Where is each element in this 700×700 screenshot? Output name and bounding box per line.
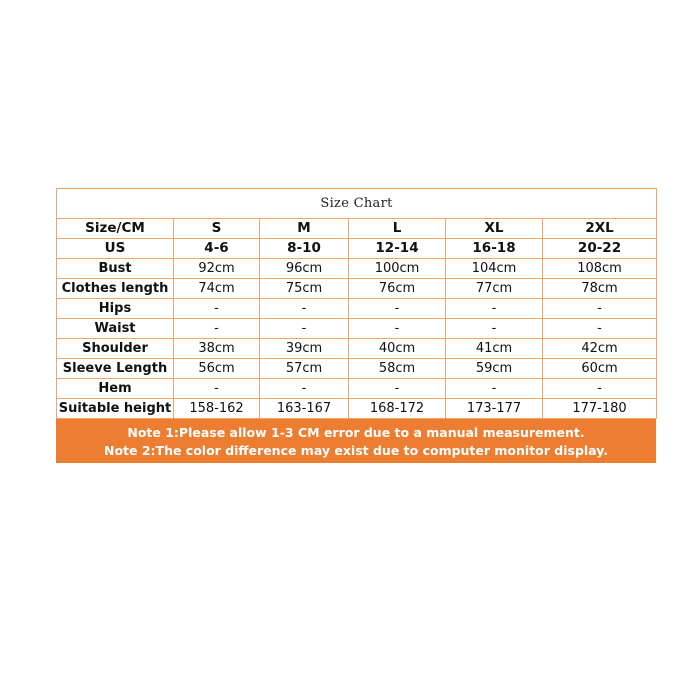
clothes-length-row bbox=[57, 279, 657, 299]
table-cell: 96cm bbox=[260, 259, 349, 279]
suitable-height-row bbox=[57, 399, 657, 419]
table-cell: 74cm bbox=[174, 279, 260, 299]
table-cell: - bbox=[349, 319, 446, 339]
table-cell: 41cm bbox=[446, 339, 543, 359]
table-cell: - bbox=[446, 379, 543, 399]
table-cell: 59cm bbox=[446, 359, 543, 379]
us-value: 8-10 bbox=[260, 239, 349, 259]
row-label: Suitable height bbox=[57, 399, 174, 419]
table-cell: 158-162 bbox=[174, 399, 260, 419]
note-2: Note 2:The color difference may exist due to computer monitor display. bbox=[104, 442, 608, 458]
table-cell: - bbox=[260, 299, 349, 319]
table-cell: - bbox=[446, 299, 543, 319]
table-cell: - bbox=[349, 299, 446, 319]
size-s: S bbox=[174, 219, 260, 239]
bust-row bbox=[57, 259, 657, 279]
table-cell: 42cm bbox=[543, 339, 657, 359]
table-cell: 56cm bbox=[174, 359, 260, 379]
table-cell: - bbox=[260, 319, 349, 339]
table-cell: 92cm bbox=[174, 259, 260, 279]
table-cell: 177-180 bbox=[543, 399, 657, 419]
us-value: 12-14 bbox=[349, 239, 446, 259]
table-cell: 75cm bbox=[260, 279, 349, 299]
note-1: Note 1:Please allow 1-3 CM error due to a manual measurement. bbox=[127, 424, 585, 440]
size-m: M bbox=[260, 219, 349, 239]
size-xl: XL bbox=[446, 219, 543, 239]
table-cell: 60cm bbox=[543, 359, 657, 379]
us-value: 4-6 bbox=[174, 239, 260, 259]
row-label: Shoulder bbox=[57, 339, 174, 359]
table-cell: 39cm bbox=[260, 339, 349, 359]
table-cell: 100cm bbox=[349, 259, 446, 279]
table-cell: - bbox=[174, 319, 260, 339]
table-cell: - bbox=[446, 319, 543, 339]
table-cell: 78cm bbox=[543, 279, 657, 299]
table-cell: 38cm bbox=[174, 339, 260, 359]
sleeve-length-row bbox=[57, 359, 657, 379]
row-label: Clothes length bbox=[57, 279, 174, 299]
table-cell: - bbox=[543, 319, 657, 339]
row-label: Hips bbox=[57, 299, 174, 319]
header-label: Size/CM bbox=[57, 219, 174, 239]
table-cell: 77cm bbox=[446, 279, 543, 299]
size-header-row bbox=[57, 219, 657, 239]
table-cell: - bbox=[174, 299, 260, 319]
table-cell: 108cm bbox=[543, 259, 657, 279]
size-chart bbox=[56, 188, 656, 463]
table-cell: 40cm bbox=[349, 339, 446, 359]
us-value: 20-22 bbox=[543, 239, 657, 259]
hips-row bbox=[57, 299, 657, 319]
row-label: Bust bbox=[57, 259, 174, 279]
row-label: Hem bbox=[57, 379, 174, 399]
us-label: US bbox=[57, 239, 174, 259]
us-value: 16-18 bbox=[446, 239, 543, 259]
table-cell: - bbox=[543, 299, 657, 319]
table-cell: 58cm bbox=[349, 359, 446, 379]
table-cell: 57cm bbox=[260, 359, 349, 379]
table-cell: 168-172 bbox=[349, 399, 446, 419]
waist-row bbox=[57, 319, 657, 339]
table-cell: 163-167 bbox=[260, 399, 349, 419]
us-row bbox=[57, 239, 657, 259]
row-label: Waist bbox=[57, 319, 174, 339]
table-cell: - bbox=[349, 379, 446, 399]
row-label: Sleeve Length bbox=[57, 359, 174, 379]
shoulder-row bbox=[57, 339, 657, 359]
table-cell: 173-177 bbox=[446, 399, 543, 419]
chart-title: Size Chart bbox=[57, 189, 657, 219]
size-l: L bbox=[349, 219, 446, 239]
size-2xl: 2XL bbox=[543, 219, 657, 239]
table-cell: 104cm bbox=[446, 259, 543, 279]
table-cell: - bbox=[260, 379, 349, 399]
notes-banner bbox=[56, 419, 656, 463]
table-cell: - bbox=[543, 379, 657, 399]
title-row bbox=[57, 189, 657, 219]
table-cell: - bbox=[174, 379, 260, 399]
size-table bbox=[56, 188, 657, 419]
table-cell: 76cm bbox=[349, 279, 446, 299]
hem-row bbox=[57, 379, 657, 399]
